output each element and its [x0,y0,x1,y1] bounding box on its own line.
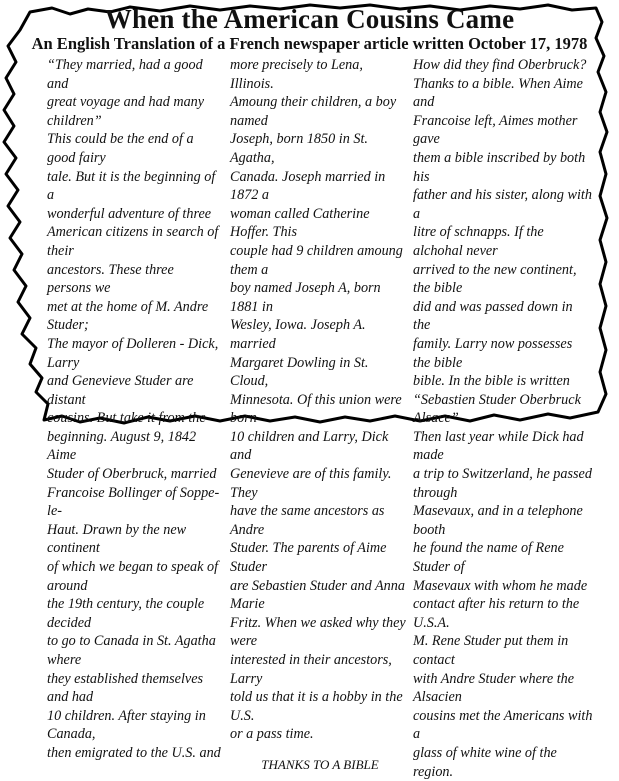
column-3-text: How did they find Oberbruck? Thanks to a bible. When Aime and Francoise left, Aimes mother gave them a bible inscribed by both his father and his sister, along with a litre of schnapps. If the alchohal never arrived to the new continent, the bible did and was passed down in the family. Larry now possesses the bible bible. In the bible is written “Sebastien Studer Oberbruck Alsace” Then last year while Dick had made a trip to Switzerland, he passed through Masevaux, and in a telephone booth he found the name of Rene Studer of Masevaux with whom he made contact after his return to the U.S.A. M. Rene Studer put them in contact with Andre Studer where the Alsacien cousins met the Americans with a glass of white wine of the region. [413,57,593,780]
article-title: When the American Cousins Came [104,4,515,34]
article-column-3 [413,56,593,781]
column-1-text: “They married, had a good and great voyage and had many children” This could be the end of a good fairy tale. But it is the beginning of a wonderful adventure of three American citizens in search of their ancestors. These three persons we met at the home of M. Andre Studer; The mayor of Dolleren - Dick, Larry and Genevieve Studer are distant cousins. But take it from the beginning. August 9, 1842 Aime Studer of Oberbruck, married Francoise Bollinger of Soppe-le- Haut. Drawn by the new continent of which we began to speak of around the 19th century, the couple decided to go to Canada in St. Agatha where they established themselves and had 10 children. After staying in Canada, then emigrated to the U.S. and [47,57,221,761]
article-subtitle: An English Translation of a French newspaper article written October 17, 1978 [31,34,588,53]
article-column-2 [230,56,410,775]
article-column-1 [47,56,221,763]
column-2-text: more precisely to Lena, Illinois. Amoung their children, a boy named Joseph, born 1850 in St. Agatha, Canada. Joseph married in 1872 a woman called Catherine Hoffer. This couple had 9 children amoung them a boy named Joseph A, born 1881 in Wesley, Iowa. Joseph A. married Margaret Dowling in St. Cloud, Minnesota. Of this union were born 10 children and Larry, Dick and Genevieve are of this family. They have the same ancestors as Andre Studer. The parents of Aime Studer are Sebastien Studer and Anna Marie Fritz. When we asked why they were interested in their ancestors, Larry told us that it is a hobby in the U.S. or a pass time. [230,57,406,743]
section-heading: THANKS TO A BIBLE [261,756,379,772]
